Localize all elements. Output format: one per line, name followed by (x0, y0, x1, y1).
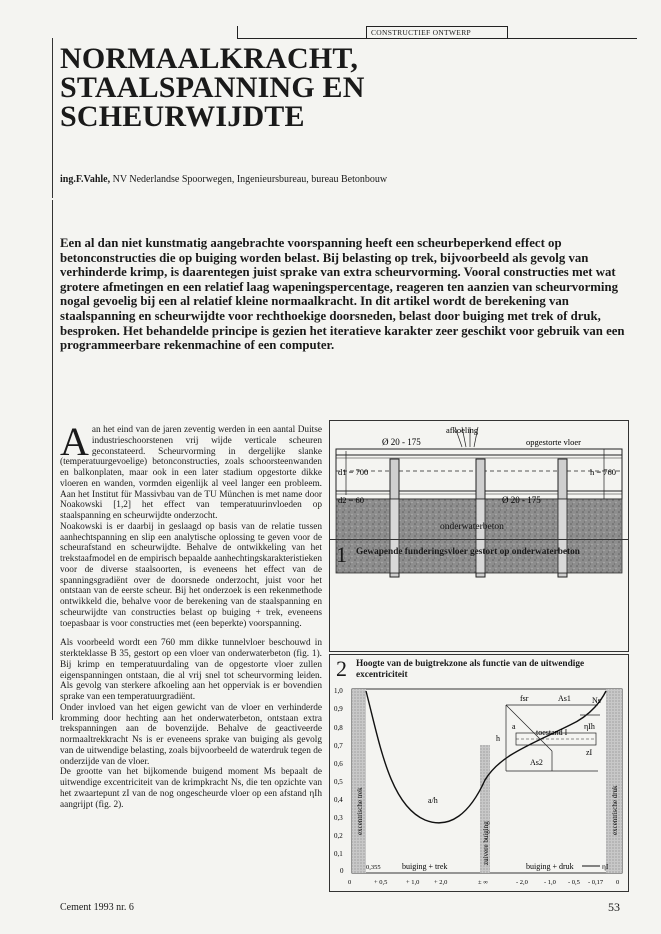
fig1-label-cooling: afkoeling (446, 425, 479, 435)
x-tick: 0 (348, 879, 352, 886)
x-tick: 0 (616, 879, 620, 886)
body-paragraph: De grootte van het bijkomende buigend moment Ms bepaalt de uitwendige excentriciteit van de krimpkracht Ns, die ten opzichte van het zwaartepunt zI van de nog ongescheurde vloer op een afstand ηIh aangrijpt (fig. 2). (60, 767, 322, 810)
title-line: STAALSPANNING EN (60, 71, 365, 104)
y-tick: 0 (340, 867, 344, 875)
inset-as2: As2 (530, 758, 543, 767)
fig1-label-h: h = 760 (590, 467, 617, 477)
section-tab: CONSTRUCTIEF ONTWERP (366, 26, 508, 39)
drop-cap: A (60, 419, 89, 464)
x-tick: ± ∞ (478, 879, 488, 886)
figure-1 (329, 420, 629, 652)
zone-left-label: buiging + trek (402, 862, 448, 871)
y-tick: 0,4 (334, 796, 343, 804)
figure-2-number: 2 (336, 656, 347, 681)
y-axis (334, 687, 344, 875)
figure-1-number: 1 (336, 542, 347, 567)
y-tick: 0,5 (334, 778, 343, 786)
y-tick: 0,1 (334, 850, 343, 858)
body-paragraph (60, 419, 322, 522)
x-tick: - 0,5 (568, 879, 580, 886)
fig1-label-d2: d2 = 60 (338, 495, 365, 505)
x-tick: + 0,5 (374, 879, 388, 886)
y-tick: 0,8 (334, 724, 343, 732)
mid-band-label: zuivere buiging (482, 821, 490, 865)
left-frame-rule (52, 200, 53, 720)
body-paragraph: Als voorbeeld wordt een 760 mm dikke tunnelvloer beschouwd in sterkteklasse B 35, gestort op een vloer van onderwaterbeton (fig. 1). Bij krimp en temperatuurdaling van de opgestorte vloer zullen eigenspanningen ontstaan, die al vrij snel tot scheurvorming leiden. Als gevolg van sterkere afkoeling aan het opperviak is er bovendien sprake van een temperatuurgradiënt. (60, 638, 322, 702)
author-line (60, 174, 620, 185)
inset-h: h (496, 734, 500, 743)
band-right (606, 689, 622, 873)
y-tick: 0,6 (334, 760, 343, 768)
figure-2-graph (330, 685, 628, 891)
y-tick: 0,2 (334, 832, 343, 840)
left-frame-rule (52, 38, 53, 198)
title-line: SCHEURWIJDTE (60, 100, 305, 133)
band-left (352, 689, 366, 873)
footer-journal: Cement 1993 nr. 6 (60, 902, 134, 913)
title-line: NORMAALKRACHT, (60, 42, 359, 75)
figure-2 (329, 654, 629, 892)
figure-1-caption: Gewapende funderingsvloer gestort op onderwaterbeton (356, 547, 580, 557)
author-name: ing.F.Vahle, (60, 174, 111, 185)
x-tick: - 0,17 (588, 879, 604, 886)
fig1-label-rebar-bottom: Ø 20 - 175 (502, 495, 541, 505)
header-rule-tick (237, 26, 238, 38)
lead-paragraph: Een al dan niet kunstmatig aangebrachte voorspanning heeft een scheurbeperkend effect op betonconstructies die op buiging worden belast. Bij belasting op trek, bijvoorbeeld als gevolg van verhinderde krimp, is daarentegen juist sprake van extra scheurvorming. Vooral constructies met wat grotere afmetingen en een relatief laag wapeningspercentage, reageren ten aanzien van scheurvorming nogal gevoelig bij een al relatief kleine normaalkracht. In dit artikel wordt de berekening van staalspanning en scheurwijdte voor rechthoekige doorsneden, belast door buiging met trek of druk, besproken. Het behandelde principe is gezien het iteratieve karakter zeer geschikt voor gebruik van een programmeerbare rekenmachine of een computer. (60, 236, 625, 353)
ratio-label: a/h (428, 796, 438, 805)
fig1-label-underwater-concrete: onderwaterbeton (440, 522, 504, 532)
fig1-label-rebar-top: Ø 20 - 175 (382, 437, 421, 447)
left-band-label: excentrische trek (356, 787, 364, 835)
figure-2-caption: Hoogte van de buigtrekzone als functie van de uitwendige excentriciteit (356, 659, 585, 680)
header-rule (237, 38, 637, 39)
y-tick: 0,7 (334, 742, 343, 750)
right-band-label: excentrische druk (611, 785, 619, 835)
x-tick: - 2,0 (516, 879, 528, 886)
x-tick: - 1,0 (544, 879, 556, 886)
x-tick: + 1,0 (406, 879, 420, 886)
fig1-label-cast-floor: opgestorte vloer (526, 437, 581, 447)
body-paragraph: Noakowski is er daarbij in geslaagd op basis van de relatie tussen aanhechtspanning en slip een analytische oplossing te geven voor de scheurafstand en scheurwijdte. Behalve de ontwikkeling van het trekstaafmodel en de empirisch bepaalde aanhechtingskarakteristieken voor de diverse staalsoorten, is eveneens het effect van de spanningsgradiënt over de doorsnede onderzocht, juist voor het ontstaan van de eerste scheur. Bij het onderzoek is een rekenmethode ontwikkeld die, behalve voor de berekening van de staalspanning en scheurwijdte van constructies belast op buiging + trek, eveneens toepasbaar is voor constructies met (een beperkte) voorspanning. (60, 521, 323, 629)
paragraph-text: an het eind van de jaren zeventig werden in een aantal Duitse industrieschoorstenen vrij wijde verticale scheuren geconstateerd. Scheurvorming in dergelijke slanke (temperatuurgevoelige) betonconstructies, zoals schoorsteenwanden en balkonplaten, maar ook in een later stadium opgestorte dikke vloeren en wanden, vormden eigenlijk al veel langer een probleem. Aan het Institut für Massivbau van de TU München is met name door Noakowski [1,2] het effect van temperatuurinvloeden op staalspanning en scheurwijdte onderzocht. (60, 425, 322, 521)
eta-label: ηI (602, 862, 609, 871)
page-number: 53 (608, 900, 620, 914)
inset-eta-h: ηIh (584, 722, 595, 731)
inset-a: a (512, 722, 516, 731)
inset-state: toestand I (536, 728, 568, 737)
inset-z: zI (586, 748, 593, 757)
figure-1-divider (330, 539, 628, 540)
inset-as1: As1 (558, 694, 571, 703)
x-axis (348, 879, 619, 886)
article-title (60, 44, 480, 131)
author-affiliation: NV Nederlandse Spoorwegen, Ingenieursbureau, bureau Betonbouw (112, 174, 388, 185)
figure-1-drawing (330, 421, 628, 591)
body-column (60, 419, 323, 810)
zone-right-label: buiging + druk (526, 862, 574, 871)
fig1-label-d1: d1 = 700 (338, 467, 369, 477)
inset-f: fsr (520, 694, 529, 703)
tick-0355: 0,355 (366, 864, 381, 871)
x-tick: + 2,0 (434, 879, 448, 886)
body-paragraph: Onder invloed van het eigen gewicht van de vloer en verhinderde kromming door hechting aan het onderwaterbeton, ontstaan extra trekspanningen aan de bovenzijde. Behalve de geactiveerde normaaltrekkracht Ns is er eveneens sprake van buiging als gevolg van de uitwendige belasting, zoals bijvoorbeeld de waterdruk tegen de onderzijde van de vloer. (60, 702, 322, 767)
inset-n: Ns (592, 696, 601, 705)
y-tick: 1,0 (334, 687, 343, 695)
y-tick: 0,3 (334, 814, 343, 822)
y-tick: 0,9 (334, 705, 343, 713)
